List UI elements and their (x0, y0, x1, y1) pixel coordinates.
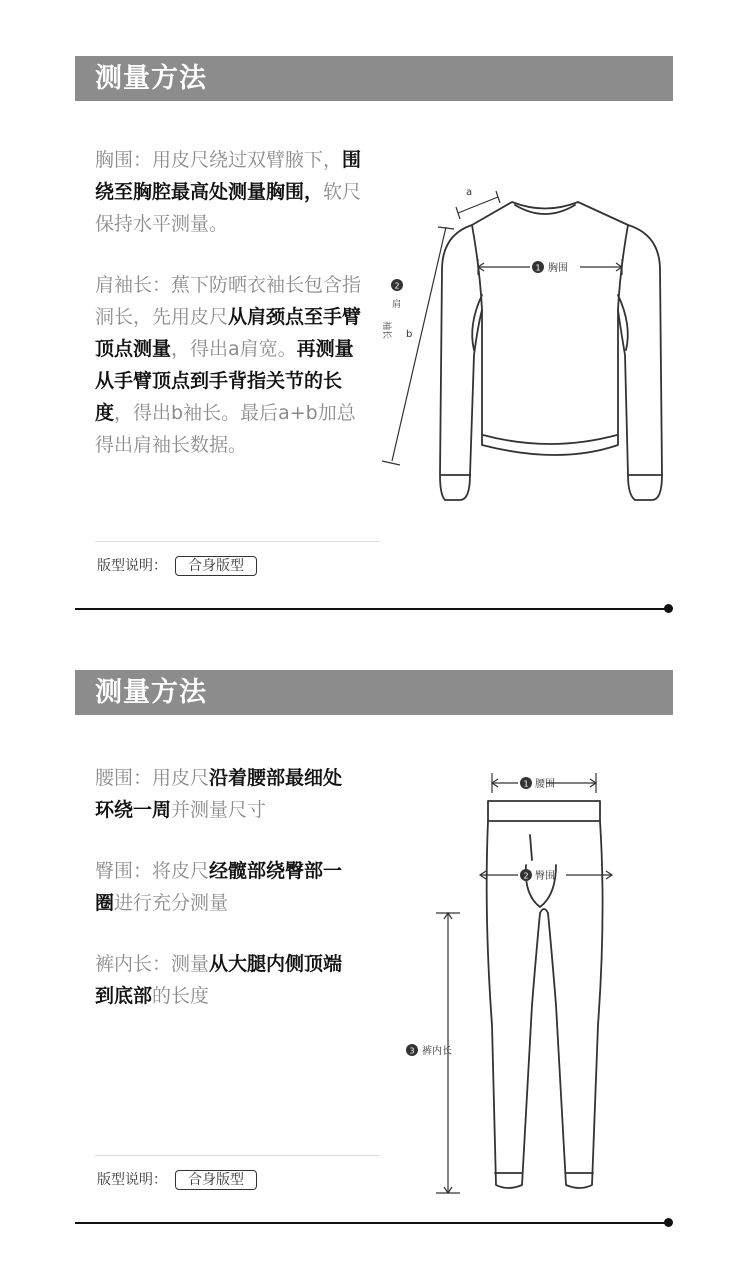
bottom-divider-dot (664, 1218, 673, 1227)
bottom-fit-badge: 合身版型 (175, 1170, 257, 1190)
bottom-fit-separator (95, 1155, 380, 1156)
bottom-section-header (75, 670, 673, 715)
inseam-diagram-label: 裤内长 (422, 1046, 452, 1057)
bottom-fit-label: 版型说明： (97, 1172, 167, 1188)
shoulder-diagram-label: 肩 (392, 300, 402, 310)
hip-diagram-label: 臀围 (535, 871, 555, 882)
chest-description: 胸围：用皮尺绕过双臂腋下，围绕至胸腔最高处测量胸围，软尺保持水平测量。 (95, 149, 362, 235)
waist-diagram-label: 腰围 (535, 779, 555, 790)
svg-text:3: 3 (409, 1046, 415, 1056)
waist-description: 腰围：用皮尺沿着腰部最细处环绕一周并测量尺寸 (95, 767, 343, 821)
svg-text:1: 1 (523, 779, 529, 789)
chest-diagram-label: 胸围 (548, 263, 568, 274)
svg-text:1: 1 (535, 263, 541, 273)
bottom-description (95, 762, 360, 1041)
sleeve-diagram-label: 袖长 (381, 321, 391, 340)
svg-text:2: 2 (523, 871, 529, 881)
pants-diagram (400, 765, 630, 1205)
top-fit-badge: 合身版型 (175, 556, 257, 576)
hip-description: 臀围：将皮尺经髋部绕臀部一圈进行充分测量 (95, 860, 343, 914)
sleeve-description: 肩袖长：蕉下防晒衣袖长包含指洞长，先用皮尺从肩颈点至手臂顶点测量，得出a肩宽。再测量从手臂顶点到手背指关节的长度，得出b袖长。最后a+b加总得出肩袖长数据。 (95, 274, 362, 456)
svg-text:2: 2 (394, 281, 400, 291)
bottom-fit-row (97, 1170, 257, 1190)
top-section-title: 测量方法 (95, 63, 207, 94)
shoulder-a-label: a (466, 187, 473, 198)
sleeve-b-label: b (406, 329, 413, 340)
top-fit-label: 版型说明： (97, 558, 167, 574)
inseam-description: 裤内长：测量从大腿内侧顶端到底部的长度 (95, 953, 343, 1007)
bottom-divider (75, 1222, 665, 1224)
bottom-section-title: 测量方法 (95, 677, 207, 708)
